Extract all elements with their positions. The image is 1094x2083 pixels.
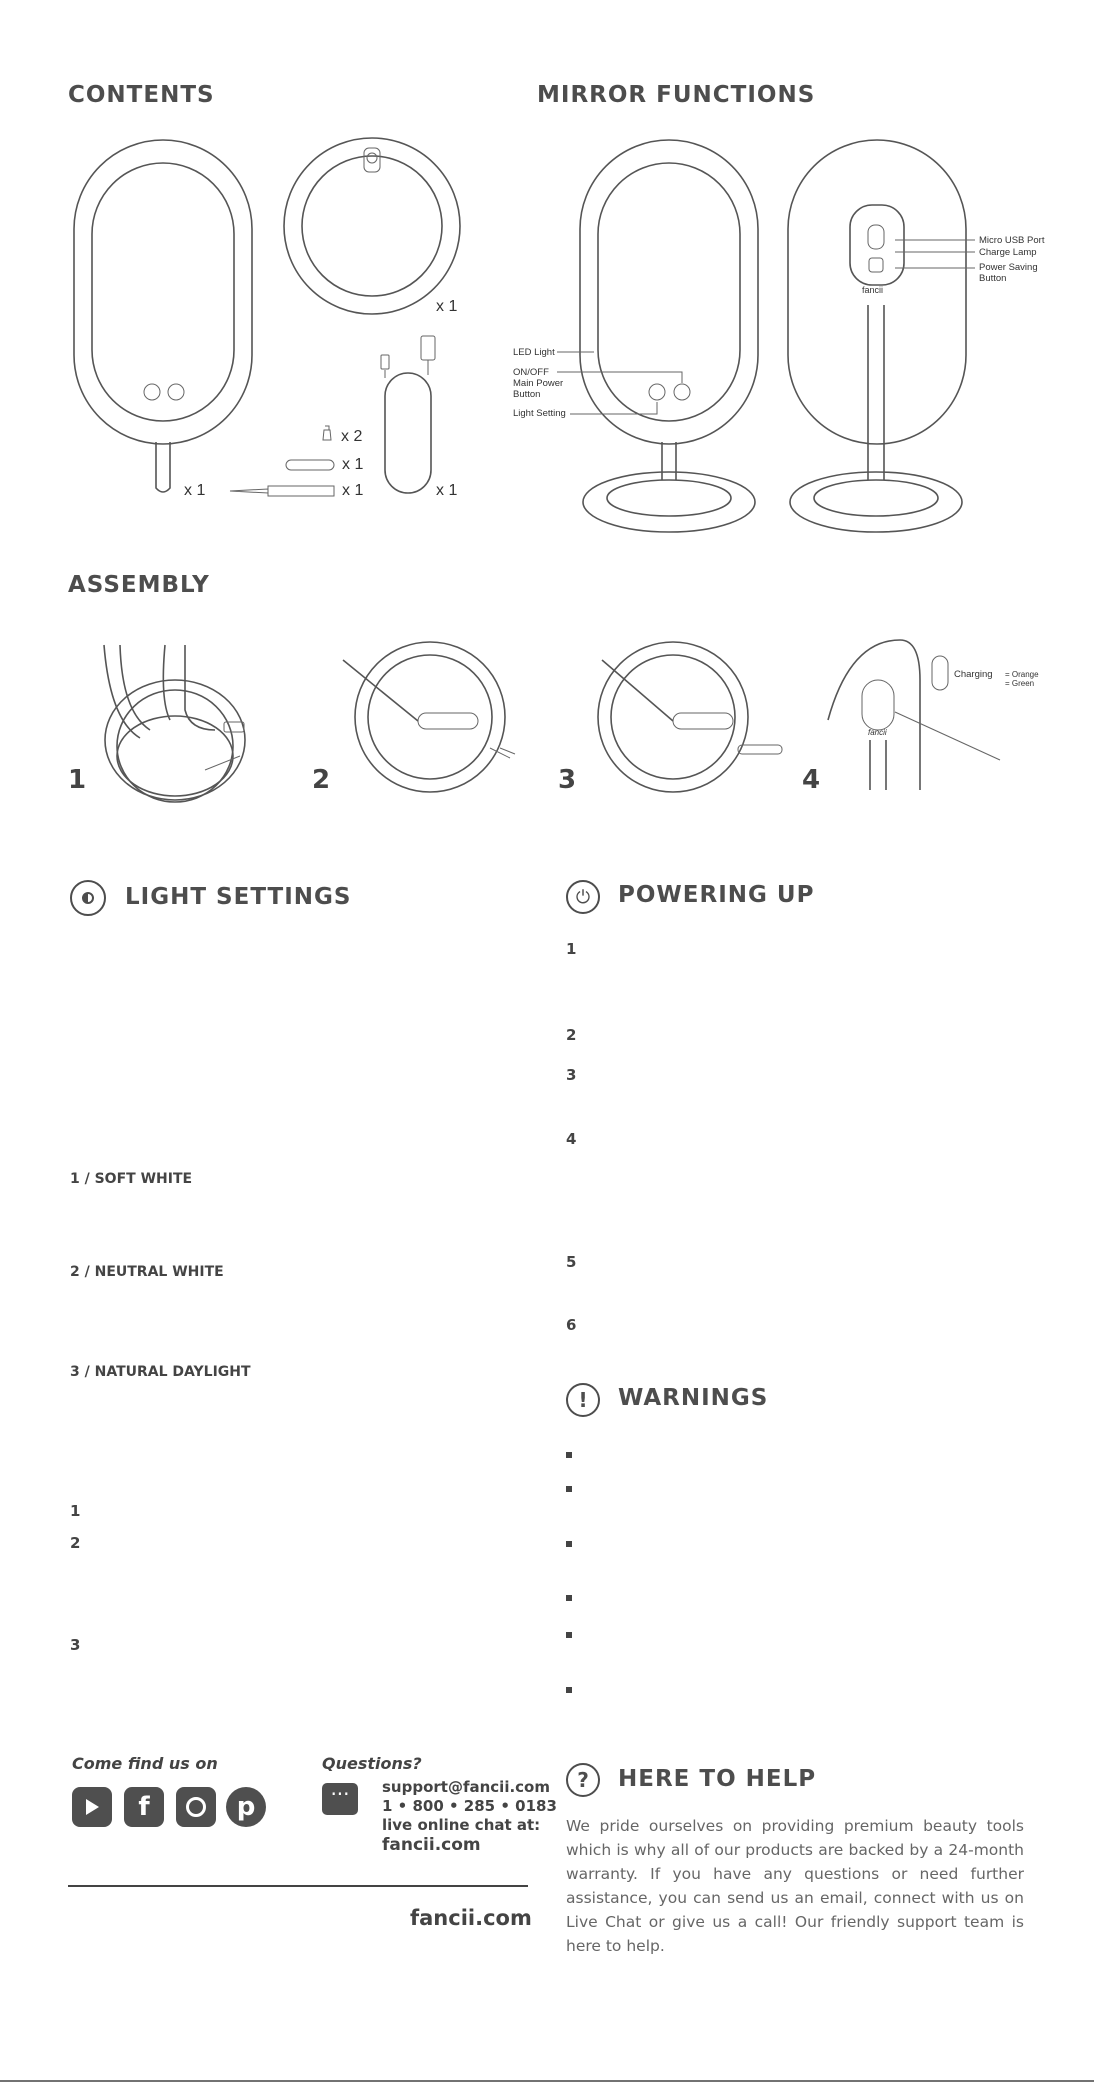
support-phone[interactable]: 1 • 800 • 285 • 0183 (382, 1797, 557, 1815)
mirror-front-drawing (557, 140, 758, 532)
contents-ring-drawing (284, 138, 460, 314)
powering-up-heading: POWERING UP (618, 882, 815, 908)
contents-pad-drawing (286, 460, 334, 470)
facebook-icon[interactable]: f (124, 1787, 164, 1827)
label-on-off-1: ON/OFF (513, 367, 549, 378)
label-orange: = Orange (1005, 670, 1039, 679)
fancii-site-footer[interactable]: fancii.com (410, 1906, 532, 1930)
fancii-site-link[interactable]: fancii.com (382, 1835, 481, 1855)
power-step-3: 3 (566, 1066, 577, 1084)
qty-screws: x 2 (341, 428, 363, 445)
live-chat-label: live online chat at: (382, 1816, 541, 1834)
assembly-step-3: 3 (558, 765, 577, 795)
assembly-step-4: 4 (802, 765, 821, 795)
natural-daylight-heading: 3 / NATURAL DAYLIGHT (70, 1364, 251, 1380)
chat-icon: ··· (322, 1783, 358, 1815)
power-step-6: 6 (566, 1316, 577, 1334)
contents-mirror-drawing (74, 140, 252, 492)
help-paragraph: We pride ourselves on providing premium beauty tools which is why all of our products are backed by a 24-month warranty. If you have any questions or need further assistance, you can send us an email, connect with us on Live Chat or give us a call! Our friendly support team is here to help. (566, 1817, 1024, 1955)
label-power-saving-1: Power Saving (979, 262, 1038, 273)
youtube-icon[interactable] (72, 1787, 112, 1827)
contents-cable-drawing (381, 336, 435, 493)
power-icon: ⏻ (566, 880, 600, 914)
qty-pad: x 1 (342, 456, 364, 473)
assembly-step-2-drawing (343, 642, 515, 792)
power-step-5: 5 (566, 1253, 577, 1271)
pinterest-icon[interactable]: p (226, 1787, 266, 1827)
power-step-2: 2 (566, 1026, 577, 1044)
mirror-back-drawing (788, 140, 975, 532)
light-note-3: 3 (70, 1636, 81, 1654)
contents-screw-drawing (323, 426, 331, 440)
assembly-step-1: 1 (68, 765, 87, 795)
label-power-saving-2: Button (979, 273, 1007, 284)
label-led-light: LED Light (513, 347, 555, 358)
light-note-2: 2 (70, 1534, 81, 1552)
warning-bullet (566, 1486, 572, 1492)
help-icon: ? (566, 1763, 600, 1797)
assembly-step-3-drawing (598, 642, 782, 792)
brand-mark: fancii (862, 285, 884, 295)
label-on-off-3: Button (513, 389, 541, 400)
assembly-heading: ASSEMBLY (68, 572, 210, 598)
light-note-1: 1 (70, 1502, 81, 1520)
power-step-1: 1 (566, 940, 577, 958)
contents-screwdriver-drawing (230, 486, 334, 496)
assembly-brand-mark: fancii (868, 728, 887, 737)
power-step-4: 4 (566, 1130, 577, 1148)
label-charging: Charging (954, 669, 993, 680)
label-light-setting: Light Setting (513, 408, 566, 419)
warning-bullet (566, 1452, 572, 1458)
qty-mirror: x 1 (184, 482, 206, 499)
label-green: = Green (1005, 679, 1035, 688)
contents-heading: CONTENTS (68, 82, 215, 108)
mirror-functions-heading: MIRROR FUNCTIONS (537, 82, 816, 108)
qty-cable: x 1 (436, 482, 458, 499)
label-micro-usb: Micro USB Port (979, 235, 1045, 246)
light-settings-heading: LIGHT SETTINGS (125, 884, 352, 910)
light-settings-icon (70, 880, 106, 916)
questions-label: Questions? (322, 1754, 422, 1773)
neutral-white-heading: 2 / NEUTRAL WHITE (70, 1264, 224, 1280)
assembly-step-1-drawing (104, 645, 245, 802)
warning-bullet (566, 1687, 572, 1693)
soft-white-heading: 1 / SOFT WHITE (70, 1171, 193, 1187)
label-charge-lamp: Charge Lamp (979, 247, 1037, 258)
qty-screwdriver: x 1 (342, 482, 364, 499)
warning-bullet (566, 1632, 572, 1638)
warning-bullet (566, 1595, 572, 1601)
label-on-off-2: Main Power (513, 378, 564, 389)
assembly-step-2: 2 (312, 765, 331, 795)
find-us-label: Come find us on (72, 1754, 218, 1773)
warnings-heading: WARNINGS (618, 1385, 769, 1411)
warning-icon: ! (566, 1383, 600, 1417)
warning-bullet (566, 1541, 572, 1547)
support-email[interactable]: support@fancii.com (382, 1778, 550, 1796)
here-to-help-heading: HERE TO HELP (618, 1766, 817, 1792)
assembly-step-4-drawing (828, 640, 1000, 790)
instagram-icon[interactable] (176, 1787, 216, 1827)
qty-ring: x 1 (436, 298, 458, 315)
